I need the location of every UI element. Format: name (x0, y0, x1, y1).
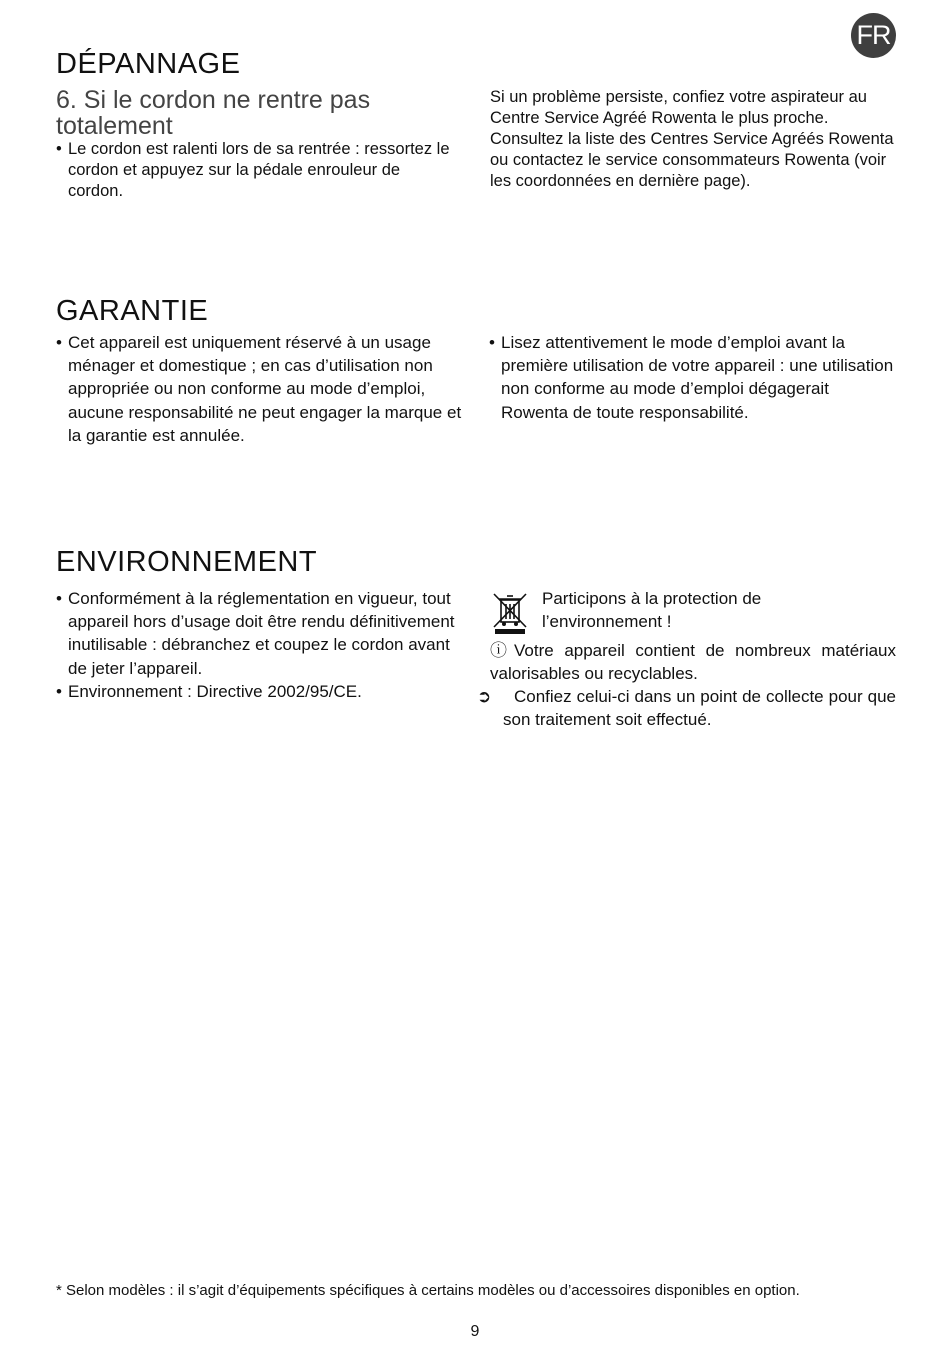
list-item: • Lisez attentivement le mode d’emploi avant la première utilisation de votre appareil : une utilisation non conforme au mode d’emploi dégagerait Rowenta de toute responsabilité. (489, 331, 899, 424)
arrow-paragraph (477, 685, 896, 731)
arrow-text: Confiez celui-ci dans un point de collecte pour que son traitement soit effectué. (503, 687, 896, 730)
list-item: • Cet appareil est uniquement réservé à un usage ménager et domestique ; en cas d’utilisation non appropriée ou non conforme au mode d’emploi, aucune responsabilité ne peut engager la marque et la garantie est annulée. (56, 331, 466, 447)
language-badge: FR (851, 13, 896, 58)
info-paragraph (490, 639, 896, 685)
weee-text: Participons à la protection de l’environnement ! (542, 589, 762, 632)
depannage-right-text: Si un problème persiste, confiez votre aspirateur au Centre Service Agréé Rowenta le plus proche. Consultez la liste des Centres Service Agréés Rowenta ou contactez le service consommateurs Rowenta (voir les coordonnées en dernière page). (490, 88, 894, 190)
list-item: • Conformément à la réglementation en vigueur, tout appareil hors d’usage doit être rendu définitivement inutilisable : débranchez et coupez le cordon avant de jeter l’appareil. (56, 587, 466, 680)
info-icon: ⓘ (490, 641, 507, 660)
depannage-left-list (56, 139, 456, 202)
crossed-bin-icon (491, 591, 529, 635)
arrow-icon: ➲ (477, 687, 492, 706)
section-title-garantie: GARANTIE (56, 295, 209, 327)
section-title-environnement: ENVIRONNEMENT (56, 546, 318, 578)
environnement-left-list (56, 587, 466, 703)
list-item: • Environnement : Directive 2002/95/CE. (56, 680, 466, 703)
section-title-depannage: DÉPANNAGE (56, 48, 241, 80)
footnote: * Selon modèles : il s’agit d’équipements spécifiques à certains modèles ou d’accessoires disponibles en option. (56, 1282, 800, 1299)
page-number: 9 (470, 1323, 480, 1340)
list-item: • Le cordon est ralenti lors de sa rentrée : ressortez le cordon et appuyez sur la pédale enrouleur de cordon. (56, 139, 456, 202)
garantie-left-list (56, 331, 466, 447)
section-subtitle-cordon: 6. Si le cordon ne rentre pas totalement (56, 86, 371, 140)
garantie-right-list (489, 331, 899, 424)
info-text: Votre appareil contient de nombreux matériaux valorisables ou recyclables. (490, 641, 896, 684)
